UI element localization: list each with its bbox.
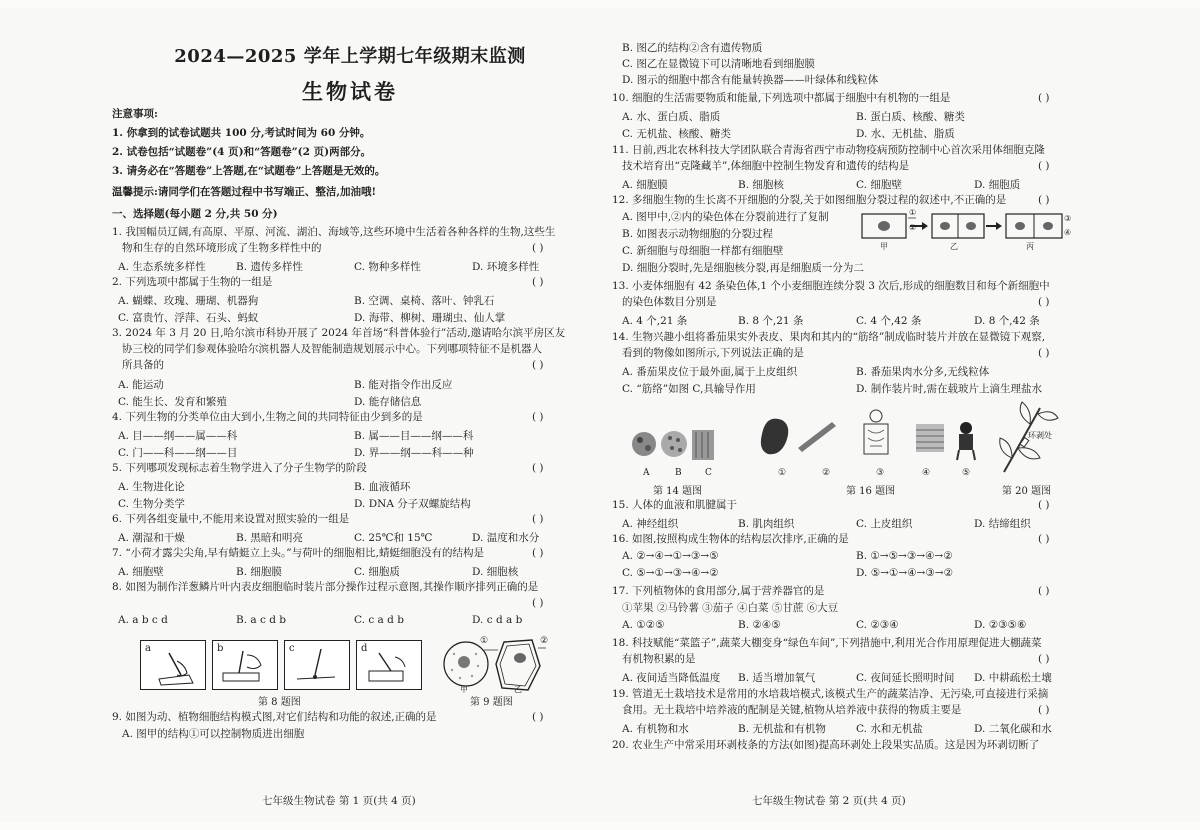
- question-6: 6. 下列各组变量中,不能用来设置对照实验的一组是: [112, 513, 350, 525]
- option: D. 中耕疏松土壤: [974, 672, 1052, 684]
- option: D. 结缔组织: [974, 518, 1031, 530]
- question-11: 11. 日前,西北农林科技大学团队联合青海省西宁市动物疫病预防控制中心首次采用体细胞克隆: [612, 144, 1045, 156]
- option: C. 夜间延长照明时间: [856, 672, 955, 684]
- question-17: 17. 下列植物体的食用部分,属于营养器官的是: [612, 585, 825, 597]
- option: B. 细胞膜: [236, 566, 282, 578]
- fig16-label-4: ④: [922, 468, 931, 478]
- answer-blank: ( ): [1038, 194, 1050, 206]
- option: C. “筋络”如图 C,具输导作用: [622, 383, 756, 395]
- fig14-tissue-images: [630, 426, 722, 466]
- question-18: 18. 科技赋能“菜篮子”,蔬菜大棚变身“绿色车间”,下列措施中,利用光合作用原理促进大棚蔬菜: [612, 637, 1042, 649]
- fig8-caption: 第 8 题图: [258, 697, 301, 708]
- option: C. ⑤→①→③→④→②: [622, 567, 719, 579]
- question-10: 10. 细胞的生活需要物质和能量,下列选项中都属于细胞中有机物的一组是: [612, 92, 951, 104]
- fig8-panel-a: [140, 640, 206, 690]
- option: B. 8 个,21 条: [738, 315, 804, 327]
- question-3-cont: 所具备的: [122, 359, 164, 371]
- answer-blank: ( ): [1038, 296, 1050, 308]
- section-heading: 一、选择题(每小题 2 分,共 50 分): [112, 208, 278, 220]
- option: A. 有机物和水: [622, 723, 689, 735]
- fig8-hand-drawing: [285, 641, 349, 689]
- option: A. 番茄果皮位于最外面,属于上皮组织: [622, 366, 798, 378]
- exam-title: 2024—2025 学年上学期七年级期末监测: [174, 46, 526, 67]
- option: D. 细胞质: [974, 179, 1021, 191]
- question-8: 8. 如图为制作洋葱鳞片叶内表皮细胞临时装片部分操作过程示意图,其操作顺序排列正确的是: [112, 581, 539, 593]
- question-9-option-d: D. 图示的细胞中都含有能量转换器——叶绿体和线粒体: [622, 74, 879, 86]
- option: A. 生态系统多样性: [118, 261, 206, 273]
- question-19: 19. 管道无土栽培技术是常用的水培栽培模式,该模式生产的蔬菜洁净、无污染,可直接进行采摘: [612, 688, 1049, 700]
- option: C. 水和无机盐: [856, 723, 923, 735]
- option: B. 遗传多样性: [236, 261, 303, 273]
- option: A. 细胞壁: [118, 566, 164, 578]
- fig16-label-1: ①: [778, 468, 787, 478]
- question-18-cont: 有机物积累的是: [622, 653, 696, 665]
- question-3: 3. 2024 年 3 月 20 日,哈尔滨市科协开展了 2024 年首场“科普体验行”活动,邀请哈尔滨平房区友: [112, 327, 566, 339]
- question-9-option-a: A. 图甲的结构①可以控制物质进出细胞: [122, 728, 305, 740]
- question-3-cont: 协三校的同学们参观体验哈尔滨机器人及智能制造规划展示中心。下列哪项特征不是机器人: [122, 343, 542, 355]
- answer-blank: ( ): [532, 462, 544, 474]
- option: C. 无机盐、核酸、糖类: [622, 128, 731, 140]
- fig12-cell-division: [860, 208, 1075, 256]
- option: D. 细胞分裂时,先是细胞核分裂,再是细胞质一分为二: [622, 262, 864, 274]
- option: A. 蝴蝶、玫瑰、珊瑚、机器狗: [118, 295, 259, 307]
- notice-item: 2. 试卷包括“试题卷”(4 页)和“答题卷”(2 页)两部分。: [112, 146, 372, 158]
- fig8-label: b: [217, 643, 224, 654]
- fig8-panel-c: [284, 640, 350, 690]
- notice-item: 3. 请务必在“答题卷”上答题,在“试题卷”上答题是无效的。: [112, 165, 386, 177]
- option: B. 细胞核: [738, 179, 784, 191]
- question-16: 16. 如图,按照构成生物体的结构层次排序,正确的是: [612, 533, 849, 545]
- question-2: 2. 下列选项中都属于生物的一组是: [112, 276, 273, 288]
- answer-blank: ( ): [532, 276, 544, 288]
- option: C. 门——科——纲——目: [118, 447, 238, 459]
- fig14-caption: 第 14 题图: [653, 486, 703, 497]
- option: B. 肌肉组织: [738, 518, 795, 530]
- answer-blank: ( ): [1038, 347, 1050, 359]
- option: D. 能存储信息: [354, 396, 422, 408]
- question-19-cont: 食用。无土栽培中培养液的配制是关键,植物从培养液中获得的物质主要是: [622, 704, 962, 716]
- option: B. 属——目——纲——科: [354, 430, 474, 442]
- question-4: 4. 下列生物的分类单位由大到小,生物之间的共同特征由少到多的是: [112, 411, 423, 423]
- question-12: 12. 多细胞生物的生长离不开细胞的分裂,关于如图细胞分裂过程的叙述中,不正确的是: [612, 194, 1007, 206]
- option: B. a c d b: [236, 614, 286, 626]
- fig12-label-1: ①: [909, 208, 917, 217]
- option: C. c a d b: [354, 614, 404, 626]
- fig9-label-jia: 甲: [460, 685, 468, 694]
- fig8-panel-d: [356, 640, 422, 690]
- option: B. 适当增加氧气: [738, 672, 816, 684]
- notice-item: 1. 你拿到的试卷试题共 100 分,考试时间为 60 分钟。: [112, 127, 371, 139]
- fig9-label-1: ①: [480, 636, 489, 646]
- fig12-label-yi: 乙: [950, 242, 958, 251]
- answer-blank: ( ): [1038, 499, 1050, 511]
- option: A. 潮湿和干燥: [118, 532, 185, 544]
- option: D. 细胞核: [472, 566, 519, 578]
- exam-subtitle: 生物试卷: [302, 79, 398, 104]
- answer-blank: ( ): [532, 513, 544, 525]
- option: D. ②③⑤⑥: [974, 619, 1027, 631]
- fig12-label-jia: 甲: [880, 242, 888, 251]
- notice-heading: 注意事项:: [112, 108, 158, 120]
- fig16-label-2: ②: [822, 468, 831, 478]
- answer-blank: ( ): [532, 411, 544, 423]
- option: B. 黑暗和明亮: [236, 532, 303, 544]
- answer-blank: ( ): [532, 242, 544, 254]
- fig9-label-yi: 乙: [514, 685, 522, 694]
- option: A. a b c d: [118, 614, 168, 626]
- question-9: 9. 如图为动、植物细胞结构模式图,对它们结构和功能的叙述,正确的是: [112, 711, 437, 723]
- option: A. ②→④→①→③→⑤: [622, 550, 719, 562]
- option: A. 生物进化论: [118, 481, 185, 493]
- page-footer-left: 七年级生物试卷 第 1 页(共 4 页): [262, 795, 416, 807]
- option: A. 神经组织: [622, 518, 679, 530]
- question-13-cont: 的染色体数目分别是: [622, 296, 717, 308]
- question-11-cont: 技术培育出“克隆藏羊”,体细胞中控制生物发育和遗传的结构是: [622, 160, 910, 172]
- option: D. 环境多样性: [472, 261, 540, 273]
- fig8-label: d: [361, 643, 368, 654]
- option: D. 温度和水分: [472, 532, 540, 544]
- question-13: 13. 小麦体细胞有 42 条染色体,1 个小麦细胞连续分裂 3 次后,形成的细胞数目和每个新细胞中: [612, 280, 1050, 292]
- answer-blank: ( ): [1038, 585, 1050, 597]
- option: B. 番茄果肉水分多,无线粒体: [856, 366, 990, 378]
- option: C. 能生长、发育和繁殖: [118, 396, 227, 408]
- question-1-cont: 物和生存的自然环境形成了生物多样性中的: [122, 242, 322, 254]
- question-14-cont: 看到的物像如图所示,下列说法正确的是: [622, 347, 804, 359]
- option: D. 水、无机盐、脂质: [856, 128, 955, 140]
- option: C. 物种多样性: [354, 261, 421, 273]
- option: C. 上皮组织: [856, 518, 913, 530]
- fig16-label-5: ⑤: [962, 468, 971, 478]
- answer-blank: ( ): [532, 359, 544, 371]
- option: A. 水、蛋白质、脂质: [622, 111, 721, 123]
- option: B. ②④⑤: [738, 619, 781, 631]
- question-9-option-b: B. 图乙的结构②含有遗传物质: [622, 42, 763, 54]
- fig9-label-2: ②: [540, 636, 549, 646]
- option: D. c d a b: [472, 614, 523, 626]
- option: A. 目——纲——属——科: [118, 430, 238, 442]
- option: B. 空调、桌椅、落叶、钟乳石: [354, 295, 495, 307]
- page-footer-right: 七年级生物试卷 第 2 页(共 4 页): [752, 795, 906, 807]
- question-14: 14. 生物兴趣小组将番茄果实外表皮、果肉和其内的“筋络”制成临时装片并放在显微镜下观察,: [612, 331, 1046, 343]
- option: B. 血液循环: [354, 481, 411, 493]
- question-20: 20. 农业生产中常采用环剥枝条的方法(如图)提高环剥处上段果实品质。这是因为环剥切断了: [612, 739, 1040, 751]
- option: C. ②③④: [856, 619, 899, 631]
- fig12-label-3: ③: [1064, 214, 1072, 223]
- option: B. 蛋白质、核酸、糖类: [856, 111, 965, 123]
- question-15: 15. 人体的血液和肌腱属于: [612, 499, 738, 511]
- answer-blank: ( ): [1038, 653, 1050, 665]
- fig12-label-4: ④: [1064, 228, 1072, 237]
- option: B. 如图表示动物细胞的分裂过程: [622, 228, 773, 240]
- fig14-label-a: A: [643, 468, 650, 478]
- answer-blank: ( ): [1038, 704, 1050, 716]
- option: B. 能对指令作出反应: [354, 379, 453, 391]
- option: D. 8 个,42 条: [974, 315, 1040, 327]
- fig20-girdle-label: 环剥处: [1028, 431, 1052, 440]
- option: D. 界——纲——科——种: [354, 447, 474, 459]
- option: D. 二氧化碳和水: [974, 723, 1052, 735]
- fig8-hand-drawing: [357, 641, 421, 689]
- fig8-label: c: [289, 643, 295, 654]
- fig14-label-c: C: [705, 468, 712, 478]
- option: C. 细胞壁: [856, 179, 902, 191]
- option: A. 细胞膜: [622, 179, 668, 191]
- option: C. 新细胞与母细胞一样都有细胞壁: [622, 245, 784, 257]
- question-9-option-c: C. 图乙在显微镜下可以清晰地看到细胞膜: [622, 58, 815, 70]
- fig16-label-3: ③: [876, 468, 885, 478]
- option: A. ①②⑤: [622, 619, 665, 631]
- option: D. 海带、柳树、珊瑚虫、仙人掌: [354, 312, 506, 324]
- answer-blank: ( ): [532, 711, 544, 723]
- option: B. ①→⑤→③→④→②: [856, 550, 953, 562]
- answer-blank: ( ): [1038, 160, 1050, 172]
- option: C. 4 个,42 条: [856, 315, 922, 327]
- fig8-hand-drawing: [141, 641, 205, 689]
- answer-blank: ( ): [532, 547, 544, 559]
- question-1: 1. 我国幅员辽阔,有高原、平原、河流、湖泊、海域等,这些环境中生活着各种各样的生物,这些生: [112, 226, 556, 238]
- option: A. 能运动: [118, 379, 164, 391]
- option: C. 细胞质: [354, 566, 400, 578]
- fig8-label: a: [145, 643, 151, 654]
- fig9-caption: 第 9 题图: [470, 697, 513, 708]
- answer-blank: ( ): [532, 597, 544, 609]
- fig16-caption: 第 16 题图: [846, 486, 896, 497]
- fig14-label-b: B: [675, 468, 682, 478]
- fig9-cell-diagram: [440, 636, 550, 696]
- fig12-label-2: ②: [909, 223, 917, 232]
- question-5: 5. 下列哪项发现标志着生物学进入了分子生物学的阶段: [112, 462, 367, 474]
- option: A. 图甲中,②内的染色体在分裂前进行了复制: [622, 211, 829, 223]
- answer-blank: ( ): [1038, 92, 1050, 104]
- answer-blank: ( ): [1038, 533, 1050, 545]
- option: D. 制作装片时,需在载玻片上滴生理盐水: [856, 383, 1043, 395]
- notice-tip: 温馨提示:请同学们在答题过程中书写端正、整洁,加油哦!: [112, 186, 377, 198]
- option: C. 富贵竹、浮萍、石头、蚂蚁: [118, 312, 259, 324]
- fig8-hand-drawing: [213, 641, 277, 689]
- fig8-panel-b: [212, 640, 278, 690]
- option: A. 4 个,21 条: [622, 315, 688, 327]
- question-17-items: ①苹果 ②马铃薯 ③茄子 ④白菜 ⑤甘蔗 ⑥大豆: [622, 602, 839, 614]
- option: C. 25℃和 15℃: [354, 532, 433, 544]
- option: B. 无机盐和有机物: [738, 723, 826, 735]
- question-7: 7. “小荷才露尖尖角,早有蜻蜓立上头。”与荷叶的细胞相比,蜻蜓细胞没有的结构是: [112, 547, 485, 559]
- option: D. DNA 分子双螺旋结构: [354, 498, 471, 510]
- fig12-label-bing: 丙: [1026, 242, 1034, 251]
- option: A. 夜间适当降低温度: [622, 672, 721, 684]
- option: C. 生物分类学: [118, 498, 185, 510]
- fig16-structure-levels: [752, 404, 984, 466]
- fig20-caption: 第 20 题图: [1002, 486, 1052, 497]
- option: D. ⑤→①→④→③→②: [856, 567, 953, 579]
